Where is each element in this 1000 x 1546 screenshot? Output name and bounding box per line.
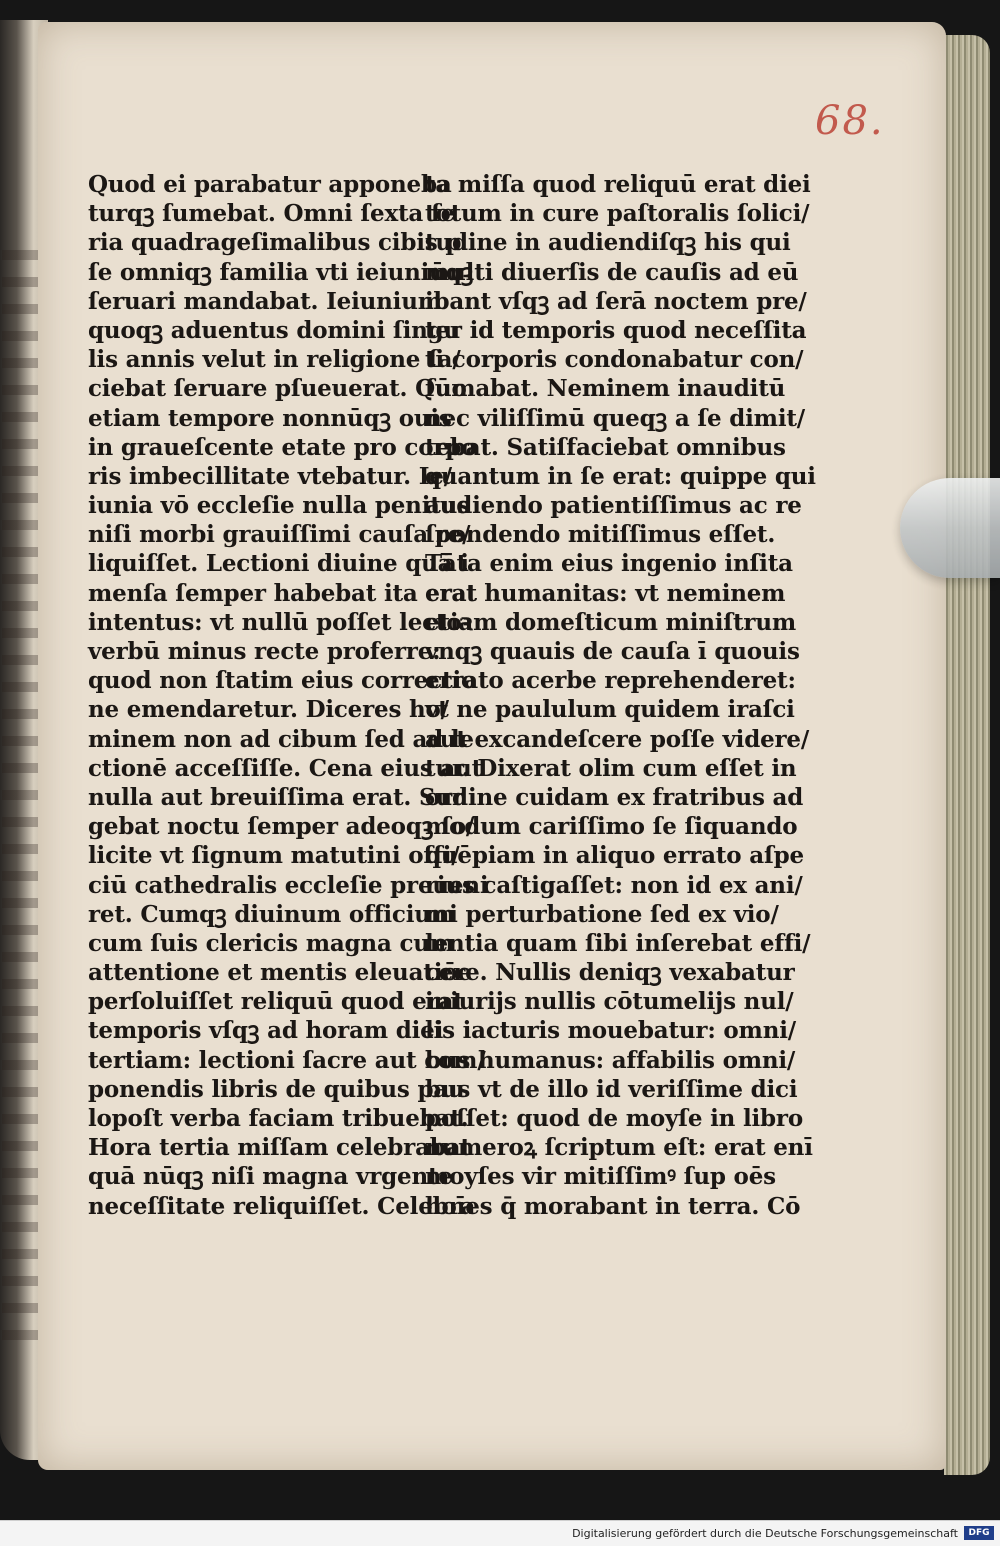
digitization-credit: Digitalisierung gefördert durch die Deutsche Forschungsgemeinschaft (572, 1527, 958, 1540)
text-line: audiendo patientiſſimus ac re (425, 492, 802, 520)
text-line: rius caſtigaſſet: non id ex ani/ (425, 871, 803, 899)
text-line: lentia quam ſibi inſerebat effi/ (425, 929, 811, 957)
text-line: aut excandeſcere poſſe videre/ (425, 725, 810, 753)
right-page-edges (944, 35, 990, 1475)
text-line: ſpondendo mitiſſimus eſſet. (425, 521, 776, 549)
text-line: attentione et mentis eleuatiōe (88, 959, 472, 987)
text-line: ſeruari mandabat. Ieiunium (88, 287, 442, 315)
text-column-right (425, 170, 816, 1221)
dfg-logo-icon: DFG (964, 1526, 994, 1540)
text-line: ctionē acceſſiſſe. Cena eius aut (88, 754, 483, 782)
text-line: temporis vſqꝫ ad horam diei (88, 1017, 444, 1045)
text-line: errato acerbe reprehenderet: (425, 667, 796, 695)
text-line: ta miſſa quod reliquū erat diei (425, 171, 811, 198)
text-line: vnqꝫ quauis de cauſa ī quouis (425, 638, 800, 665)
text-line: multi diuerſis de cauſis ad eū (425, 258, 799, 286)
text-line: nulla aut breuiſſima erat. Sur (88, 783, 464, 811)
text-line: bus vt de illo id veriſſime dici (425, 1075, 798, 1103)
text-line: menſa ſemper habebat ita erat (88, 579, 477, 607)
text-line: nec viliſſimū queqꝫ a ſe dimit/ (425, 404, 805, 432)
text-line: erat humanitas: vt neminem (425, 579, 786, 607)
text-line: ſūmabat. Neminem inauditū (425, 375, 786, 403)
text-line: ne emendaretur. Diceres ho/ (88, 696, 449, 724)
text-line: tebat. Satiſfaciebat omnibus (425, 433, 786, 461)
text-line: quod non ſtatim eius correctio (88, 667, 477, 695)
text-line: neceſſitate reliquiſſet. Celebra (88, 1192, 476, 1220)
text-line: liquiſſet. Lectioni diuine quā i (88, 550, 469, 578)
text-line: ibant vſqꝫ ad ſerā noctem pre/ (425, 287, 807, 315)
text-line: etiam tempore nonnūqꝫ ouis (88, 404, 452, 432)
text-line: gebat noctu ſemper adeoqꝫ ſo/ (88, 813, 475, 841)
text-line: lopoſt verba faciam tribuebat. (88, 1105, 469, 1132)
text-line: turqꝫ ſumebat. Omni ſexta fe (88, 200, 456, 228)
text-line: totum in cure paſtoralis ſolici/ (425, 200, 810, 228)
text-line: tur. Dixerat olim cum eſſet in (425, 754, 797, 782)
text-line: bus humanus: affabilis omni/ (425, 1046, 796, 1074)
text-line: Hora tertia miſſam celebrabat (88, 1134, 471, 1162)
text-line: quā nūqꝫ niſi magna vrgente (88, 1163, 453, 1191)
text-line: quoqꝫ aduentus domini ſingu (88, 316, 461, 344)
text-line: etiam domeſticum miniſtrum (425, 608, 796, 636)
text-line: ordine cuidam ex fratribus ad (425, 783, 804, 811)
text-line: lis annis velut in religione ſa/ (88, 346, 461, 374)
text-line: vt ne paululum quidem iraſci (425, 696, 795, 724)
text-line: lis iacturis mouebatur: omni/ (425, 1017, 796, 1045)
text-line: ria quadrageſimalibus cibis p (88, 229, 462, 257)
text-line: ris imbecillitate vtebatur. Ie/ (88, 462, 452, 490)
footer-bar (0, 1520, 1000, 1546)
text-line: Tāta enim eius ingenio inſita (425, 550, 793, 578)
text-line: in graueſcente etate pro corpo (88, 433, 477, 461)
text-line: cum ſuis clericis magna cum (88, 929, 454, 957)
text-line: iunia vō eccleſie nulla penitus (88, 492, 470, 520)
text-line: mi perturbatione ſed ex vio/ (425, 900, 779, 928)
text-line: hoīes q̄ morabant in terra. Cō (425, 1192, 801, 1220)
text-line: ſe omniqꝫ familia vti ieiuniūqꝫ (88, 258, 474, 286)
text-line: licite vt ſignum matutini offi/ (88, 842, 460, 870)
text-line: quēpiam in aliquo errato aſpe (425, 842, 804, 870)
text-line: verbū minus recte proferre: (88, 638, 441, 665)
text-line: moyſes vir mitiſſimꝰ ſup oēs (425, 1163, 776, 1191)
text-line: ciū cathedralis eccleſie preueni (88, 871, 489, 899)
page-clip (900, 478, 1000, 578)
text-column-left (88, 170, 489, 1221)
text-line: ponendis libris de quibus pau (88, 1075, 465, 1103)
text-line: perſoluiſſet reliquū quod erat (88, 988, 464, 1016)
text-line: numeroꝝ ſcriptum eſt: erat enī (425, 1134, 813, 1162)
text-line: minem non ad cibum ſed ad le (88, 725, 474, 753)
text-line: modum cariſſimo ſe ſiquando (425, 813, 798, 841)
text-line: niſi morbi grauiſſimi cauſa re/ (88, 521, 471, 549)
text-line: iniurijs nullis cōtumelijs nul/ (425, 988, 794, 1016)
text-line: quantum in ſe erat: quippe qui (425, 462, 816, 490)
text-line: tertiam: lectioni ſacre aut com/ (88, 1046, 486, 1074)
text-line: poſſet: quod de moyſe in libro (425, 1105, 803, 1132)
text-line: ter id temporis quod neceſſita (425, 316, 807, 344)
folio-number: 68. (815, 98, 885, 144)
text-line: Quod ei parabatur apponeba (88, 171, 452, 198)
text-line: cere. Nullis deniqꝫ vexabatur (425, 959, 795, 987)
left-page-text-fragment (2, 250, 42, 1350)
text-line: tudine in audiendiſqꝫ his qui (425, 229, 791, 257)
text-line: ciebat ſeruare pſueuerat. Quo (88, 375, 467, 403)
text-line: ti corporis condonabatur con/ (425, 346, 804, 374)
text-line: intentus: vt nullū poſſet lectoꝛ (88, 608, 473, 636)
text-line: ret. Cumqꝫ diuinum officium (88, 900, 455, 928)
